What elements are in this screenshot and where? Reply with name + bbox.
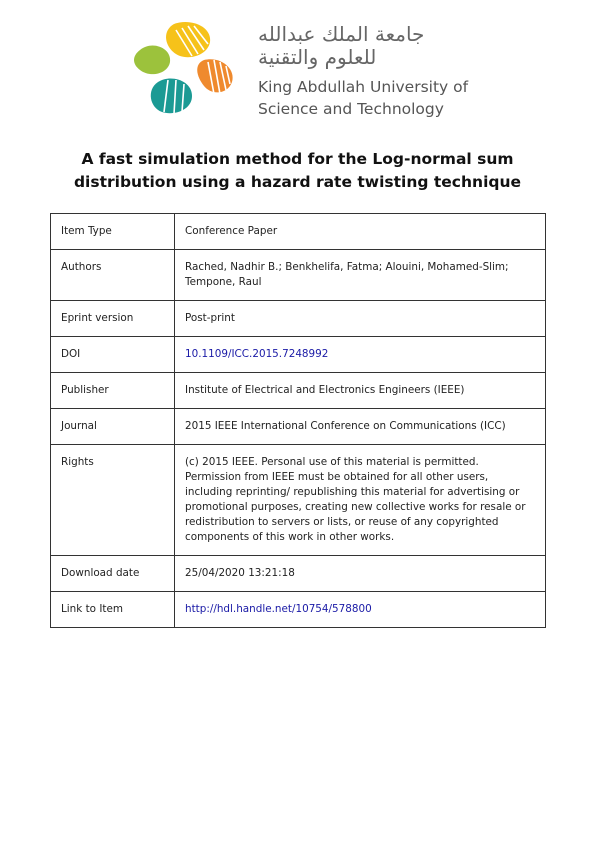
table-row [51,445,546,556]
paper-title: A fast simulation method for the Log-normal sum distribution using a hazard rate twisting technique [73,150,522,191]
row-value: Post-print [175,301,546,337]
table-row [51,556,546,592]
logo-orange-petal [197,59,232,94]
row-label: Journal [51,409,175,445]
row-value: (c) 2015 IEEE. Personal use of this material is permitted. Permission from IEEE must be obtained for all other users, including reprinting/ republishing this material for advertising or promotional purposes, creating new collective works for resale or redistribution to servers or lists, or reuse of any copyrighted components of this work in other works. [175,445,546,556]
doi-link[interactable]: 10.1109/ICC.2015.7248992 [185,348,329,360]
logo-green-petal [134,46,170,75]
row-value-cell [175,592,546,628]
row-value: Rached, Nadhir B.; Benkhelifa, Fatma; Alouini, Mohamed-Slim; Tempone, Raul [175,250,546,301]
row-value: 2015 IEEE International Conference on Communications (ICC) [175,409,546,445]
item-link[interactable]: http://hdl.handle.net/10754/578800 [185,603,372,615]
row-value: Conference Paper [175,214,546,250]
table-row [51,250,546,301]
row-value: 25/04/2020 13:21:18 [175,556,546,592]
kaust-logo [130,20,242,120]
row-value: Institute of Electrical and Electronics Engineers (IEEE) [175,373,546,409]
table-row [51,214,546,250]
table-row [51,337,546,373]
table-row [51,301,546,337]
row-label: Rights [51,445,175,556]
logo-yellow-petal [166,22,210,57]
university-name-english-line1: King Abdullah University of [258,78,469,96]
row-label: Publisher [51,373,175,409]
row-label: Download date [51,556,175,592]
row-label: Item Type [51,214,175,250]
row-label: Eprint version [51,301,175,337]
row-label: Link to Item [51,592,175,628]
table-row [51,592,546,628]
row-label: Authors [51,250,175,301]
university-name-arabic-line1: جامعة الملك عبدالله [258,22,425,46]
university-name-arabic-line2: للعلوم والتقنية [258,45,377,69]
row-value-cell [175,337,546,373]
table-row [51,409,546,445]
logo-teal-petal [151,78,192,114]
university-name-english-line2: Science and Technology [258,100,444,118]
table-row [51,373,546,409]
metadata-table [50,213,546,628]
row-label: DOI [51,337,175,373]
